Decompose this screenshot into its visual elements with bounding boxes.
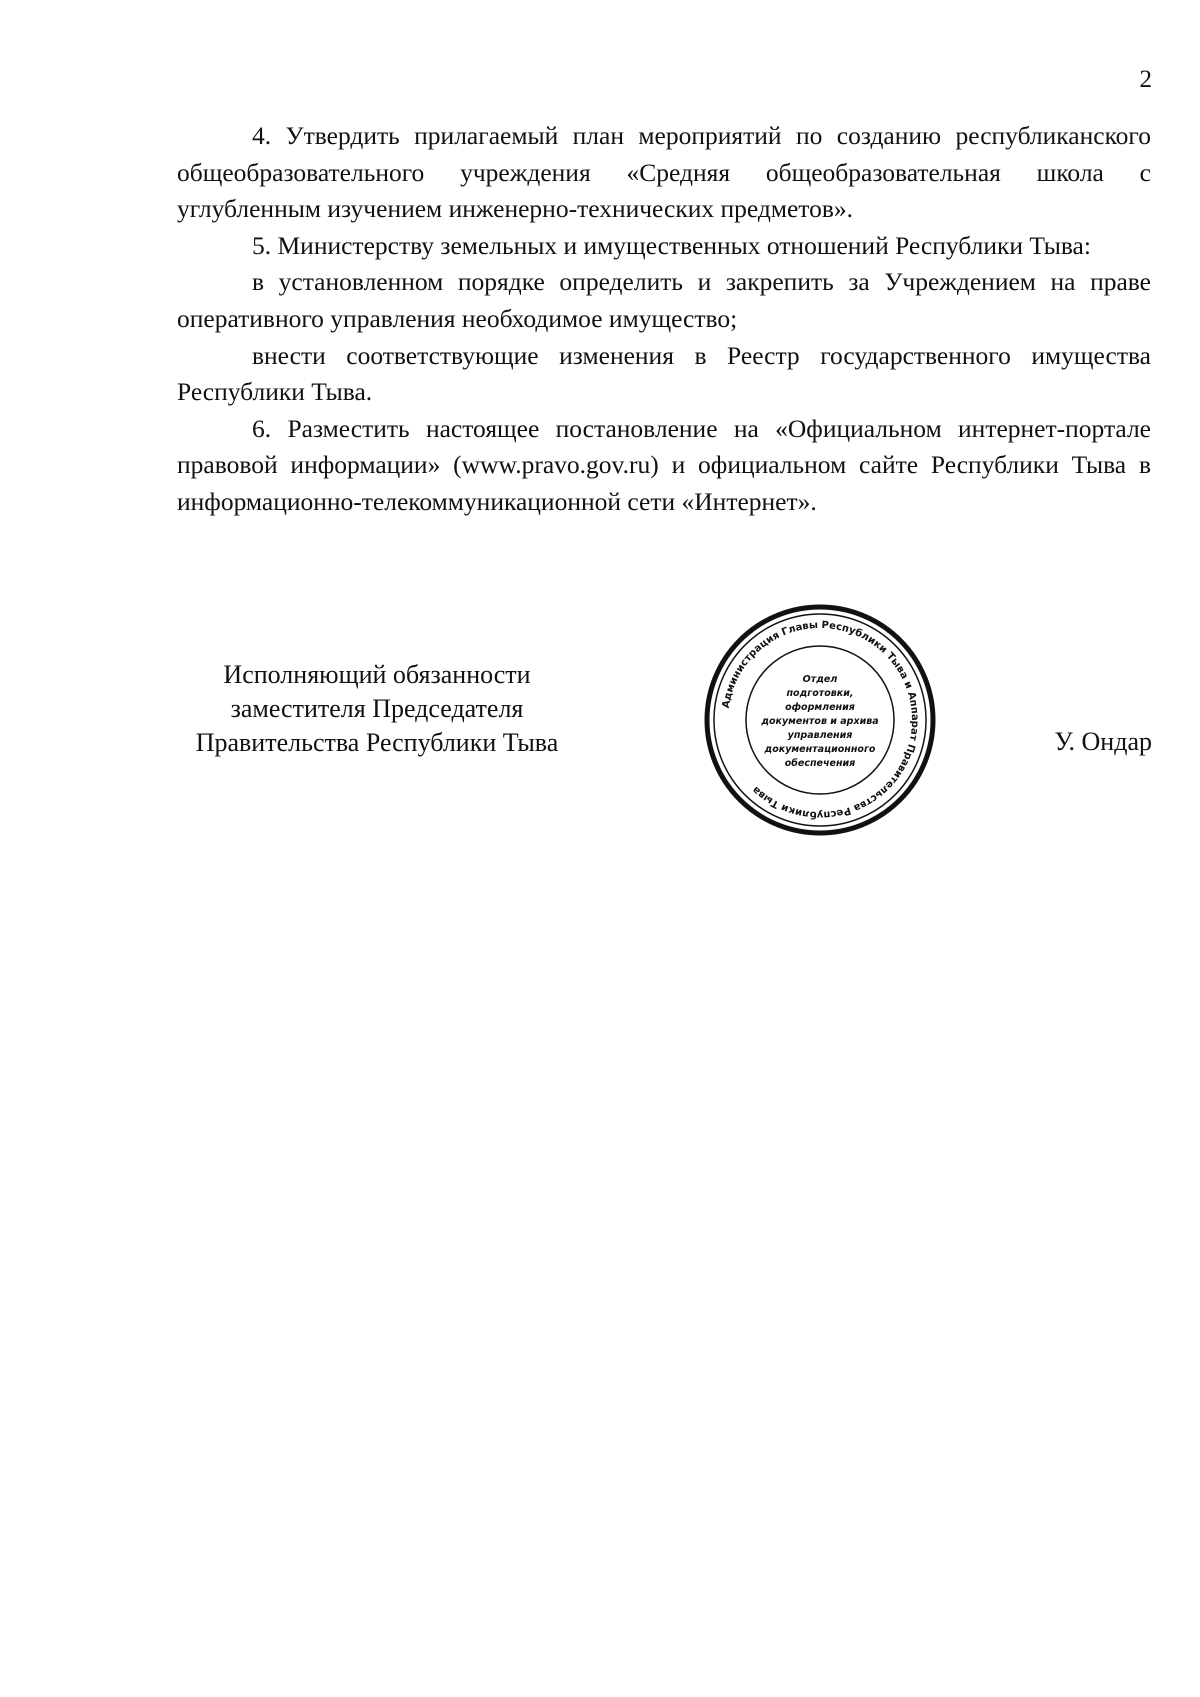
stamp-center-line: оформления [785,702,855,713]
stamp-center-line: документационного [764,744,876,755]
signatory-title-line: Исполняющий обязанности [223,660,531,689]
paragraph-5-item-2: внести соответствующие изменения в Реестр государственного имущества Республики Тыва. [177,340,1151,407]
signatory-name: У. Ондар [1054,727,1152,756]
stamp-center-line: подготовки, [786,688,854,699]
stamp-center-line: Отдел [802,674,838,685]
stamp-ring-textpath: Администрация Главы Республики Тыва и Аппарат Правительства Республики Тыва [720,619,921,821]
paragraph-6: 6. Разместить настоящее постановление на «Официальном интернет-портале правовой информации» (www.pravo.gov.ru) и официальном сайте Республики Тыва в информационно-телекоммуникационной сети «Интернет». [177,413,1151,516]
paragraph-5-item-1: в установленном порядке определить и закрепить за Учреждением на праве оперативного управления необходимое имущество; [177,267,1151,333]
signatory-title-line: заместителя Председателя [230,694,524,723]
stamp-center-line: управления [787,730,853,741]
official-stamp [700,600,940,840]
page-number: 2 [1139,66,1152,93]
signatory-title-line: Правительства Республики Тыва [195,728,559,757]
signatory-title [177,658,577,760]
document-body [177,118,1151,521]
paragraph-4: 4. Утвердить прилагаемый план мероприятий по созданию республиканского общеобразовательного учреждения «Средняя общеобразовательная школа с углубленным изучением инженерно-технических предметов». [177,121,1151,224]
paragraph-5: 5. Министерству земельных и имущественных отношений Республики Тыва: [252,230,1091,260]
stamp-center-line: обеспечения [784,758,856,769]
stamp-center-line: документов и архива [761,716,879,727]
